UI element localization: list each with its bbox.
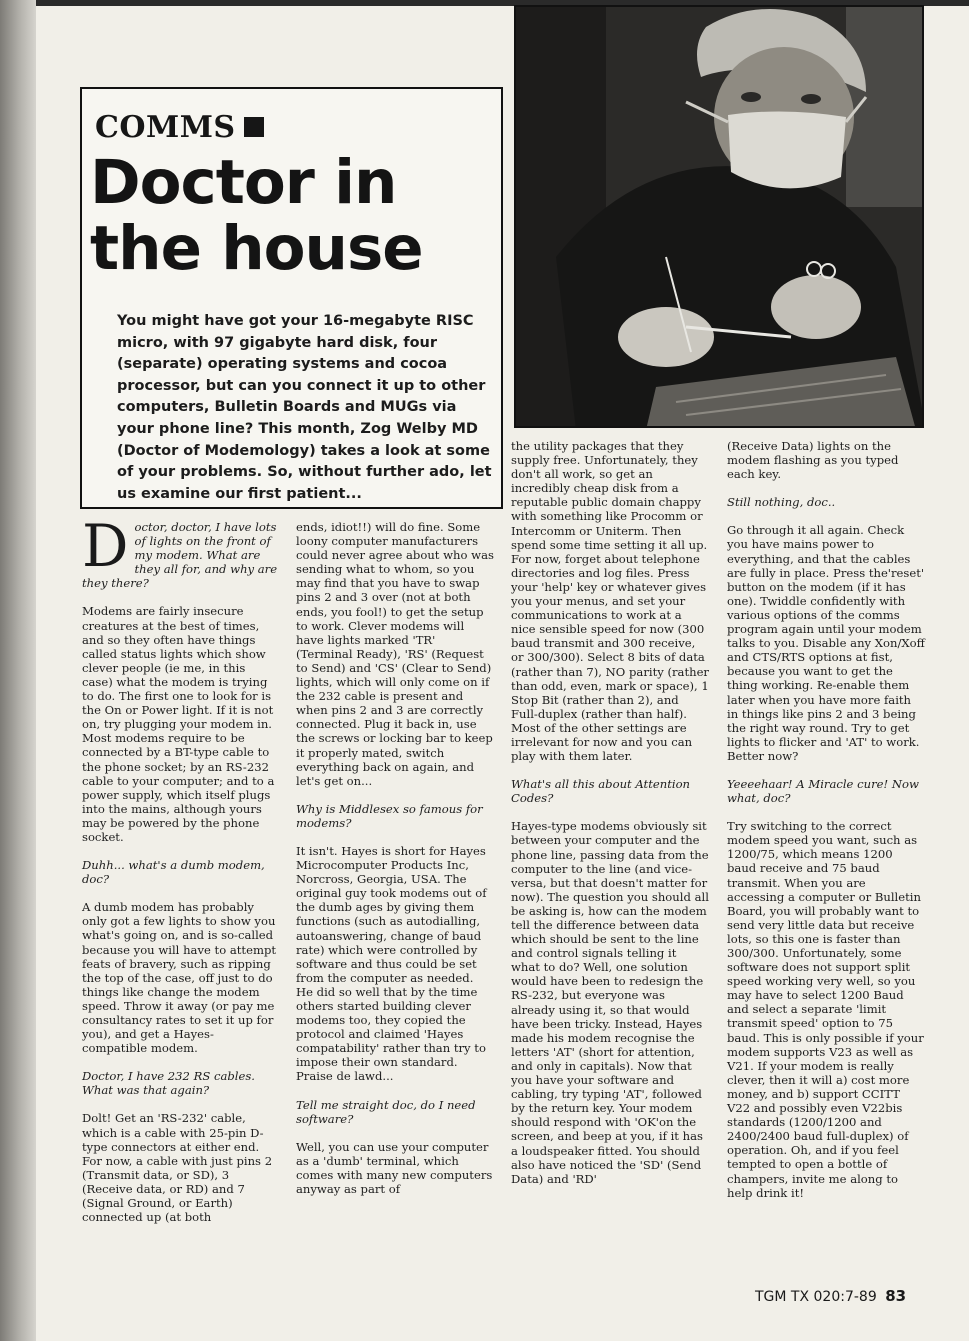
article-column-1 [82, 512, 278, 1280]
question-heading: Yeeeehaar! A Miracle cure! Now what, doc? [727, 776, 919, 806]
body-paragraph: Well, you can use your computer as a 'dumb' terminal, which comes with many new computers anyway as part of [296, 1139, 493, 1197]
question-heading: octor, doctor, I have lots of lights on the front of my modem. What are they all for, and why are they there? [82, 520, 278, 591]
page-number: 83 [885, 1287, 907, 1305]
headline: Doctor in the house [90, 147, 423, 284]
standfirst: You might have got your 16-megabyte RISC micro, with 97 gigabyte hard disk, four (separate) operating systems and cocoa processor, but can you connect it up to other computers, Bulletin Boards and MUGs via your phone line? This month, Zog Welby MD (Doctor of Modemology) takes a look at some of your problems. So, without further ado, let us examine our first patient... [117, 313, 492, 502]
body-paragraph: Try switching to the correct modem speed you want, such as 1200/75, which means 1200 baud receive and 75 baud transmit. When you are accessing a computer or Bulletin Board, you will probably want to send very little data but receive lots, so this one is faster than 300/300. Unfortunately, some software does not support split speed working very well, so you may have to select 1200 Baud and select a separate 'limit transmit speed' option to 75 baud. This is only possible if your modem supports V23 as well as V21. If your modem is really clever, then it will a) cost more money, and b) support CCITT V22 and possibly even V22bis standards (1200/1200 and 2400/2400 baud full-duplex) of operation. Oh, and if you feel tempted to open a bottle of champers, invite me along to help drink it! [727, 819, 924, 1200]
body-paragraph: It isn't. Hayes is short for Hayes Microcomputer Products Inc, Norcross, Georgia, USA. The original guy took modems out of the dumb ages by giving them functions (such as autodialling, autoanswering, change of baud rate) which were controlled by software and thus could be set from the computer as needed. He did so well that by the time others started building clever modems too, they copied the protocol and claimed 'Hayes compatability' rather than try to impose their own standard. Praise de lawd... [296, 843, 487, 1084]
section-kicker [95, 110, 264, 145]
question-heading: What's all this about Attention Codes? [511, 777, 691, 806]
article-column-3 [511, 439, 709, 1199]
body-paragraph: (Receive Data) lights on the modem flashing as you typed each key. [727, 439, 899, 482]
body-paragraph: Modems are fairly insecure creatures at the best of times, and so they often have things called status lights which show clever people (ie me, in this case) what the modem is trying to do. The first one to look for is the On or Power light. If it is not on, try plugging your modem in. Most modems require to be connected by a BT-type cable to the phone socket; by an RS-232 cable to your computer; and to a power supply, which itself plugs into the mains, although yours may be powered by the phone socket. [82, 604, 275, 844]
body-paragraph: A dumb modem has probably only got a few lights to show you what's going on, and is so-called because you will have to attempt feats of bravery, such as ripping the top of the case, off just to do things like change the modem speed. Throw it away (or pay me consultancy rates to set it up for you), and get a Hayes-compatible modem. [82, 900, 277, 1056]
page-binding-shadow [0, 0, 36, 1341]
question-heading: Duhh... what's a dumb modem, doc? [82, 858, 265, 887]
body-paragraph: Hayes-type modems obviously sit between your computer and the phone line, passing data from the computer to the line (and vice-versa, but that doesn't matter for now). The question you should all be asking is, how can the modem tell the difference between data which should be sent to the line and control signals telling it what to do? Well, one solution would have been to redesign the RS-232, but everyone was already using it, so that would have been tricky. Instead, Hayes made his modem recognise the letters 'AT' (short for attention, and only in capitals). Now that you have your software and cabling, try typing 'AT', followed by the return key. Your modem should respond with 'OK'on the screen, and beep at you, if it has a loudspeaker fitted. You should also have noticed the 'SD' (Send Data) and 'RD' [511, 819, 709, 1186]
question-heading: Still nothing, doc.. [727, 495, 836, 510]
article-column-4 [727, 439, 925, 1199]
article-column-2 [296, 520, 494, 1280]
page-footer [755, 1287, 906, 1305]
surgeon-photo-icon [516, 7, 924, 428]
surgeon-photo [514, 5, 924, 428]
body-paragraph: Go through it all again. Check you have mains power to everything, and that the cables are fully in place. Press the'reset' button on the modem (if it has one). Twiddle confidently with various options of the comms program again until your modem talks to you. Disable any Xon/Xoff and CTS/RTS options at fist, because you want to get the thing working. Re-enable them later when you have more faith in things like pins 2 and 3 being the right way round. Try to get lights to flicker and 'AT' to work. Better now? [727, 523, 925, 763]
kicker-text: COMMS [95, 110, 236, 145]
issue-reference: TGM TX 020:7-89 [755, 1289, 877, 1305]
question-heading: Doctor, I have 232 RS cables. What was that again? [82, 1069, 255, 1098]
square-bullet-icon [244, 117, 264, 137]
question-heading: Why is Middlesex so famous for modems? [296, 801, 483, 830]
question-heading: Tell me straight doc, do I need software? [296, 1097, 476, 1126]
body-paragraph: ends, idiot!!) will do fine. Some loony computer manufacturers could never agree about who was sending what to whom, so you may find that you have to swap pins 2 and 3 over (not at both ends, you fool!) to get the setup to work. Clever modems will have lights marked 'TR' (Terminal Ready), 'RS' (Request to Send) and 'CS' (Clear to Send) lights, which will only come on if the 232 cable is present and when pins 2 and 3 are correctly connected. Plug it back in, use the screws or locking bar to keep it properly mated, switch everything back on again, and let's get on... [296, 520, 494, 788]
drop-cap: D [82, 512, 129, 580]
dropcap-paragraph [82, 512, 278, 591]
body-paragraph: Dolt! Get an 'RS-232' cable, which is a cable with 25-pin D-type connectors at either end. For now, a cable with just pins 2 (Transmit data, or SD), 3 (Receive data, or RD) and 7 (Signal Ground, or Earth) connected up (at both [82, 1111, 273, 1225]
body-paragraph: the utility packages that they supply free. Unfortunately, they don't all work, so get an incredibly cheap disk from a reputable public domain chappy with something like Procomm or Intercomm or Uniterm. Then spend some time setting it all up. For now, forget about telephone directories and log files. Press your 'help' key or whatever gives you your menus, and set your communications to work at a nice sensible speed for now (300 baud transmit and 300 receive, or 300/300). Select 8 bits of data (rather than 7), NO parity (rather than odd, even, mark or space), 1 Stop Bit (rather than 2), and Full-duplex (rather than half). Most of the other settings are irrelevant for now and you can play with them later. [511, 439, 709, 764]
